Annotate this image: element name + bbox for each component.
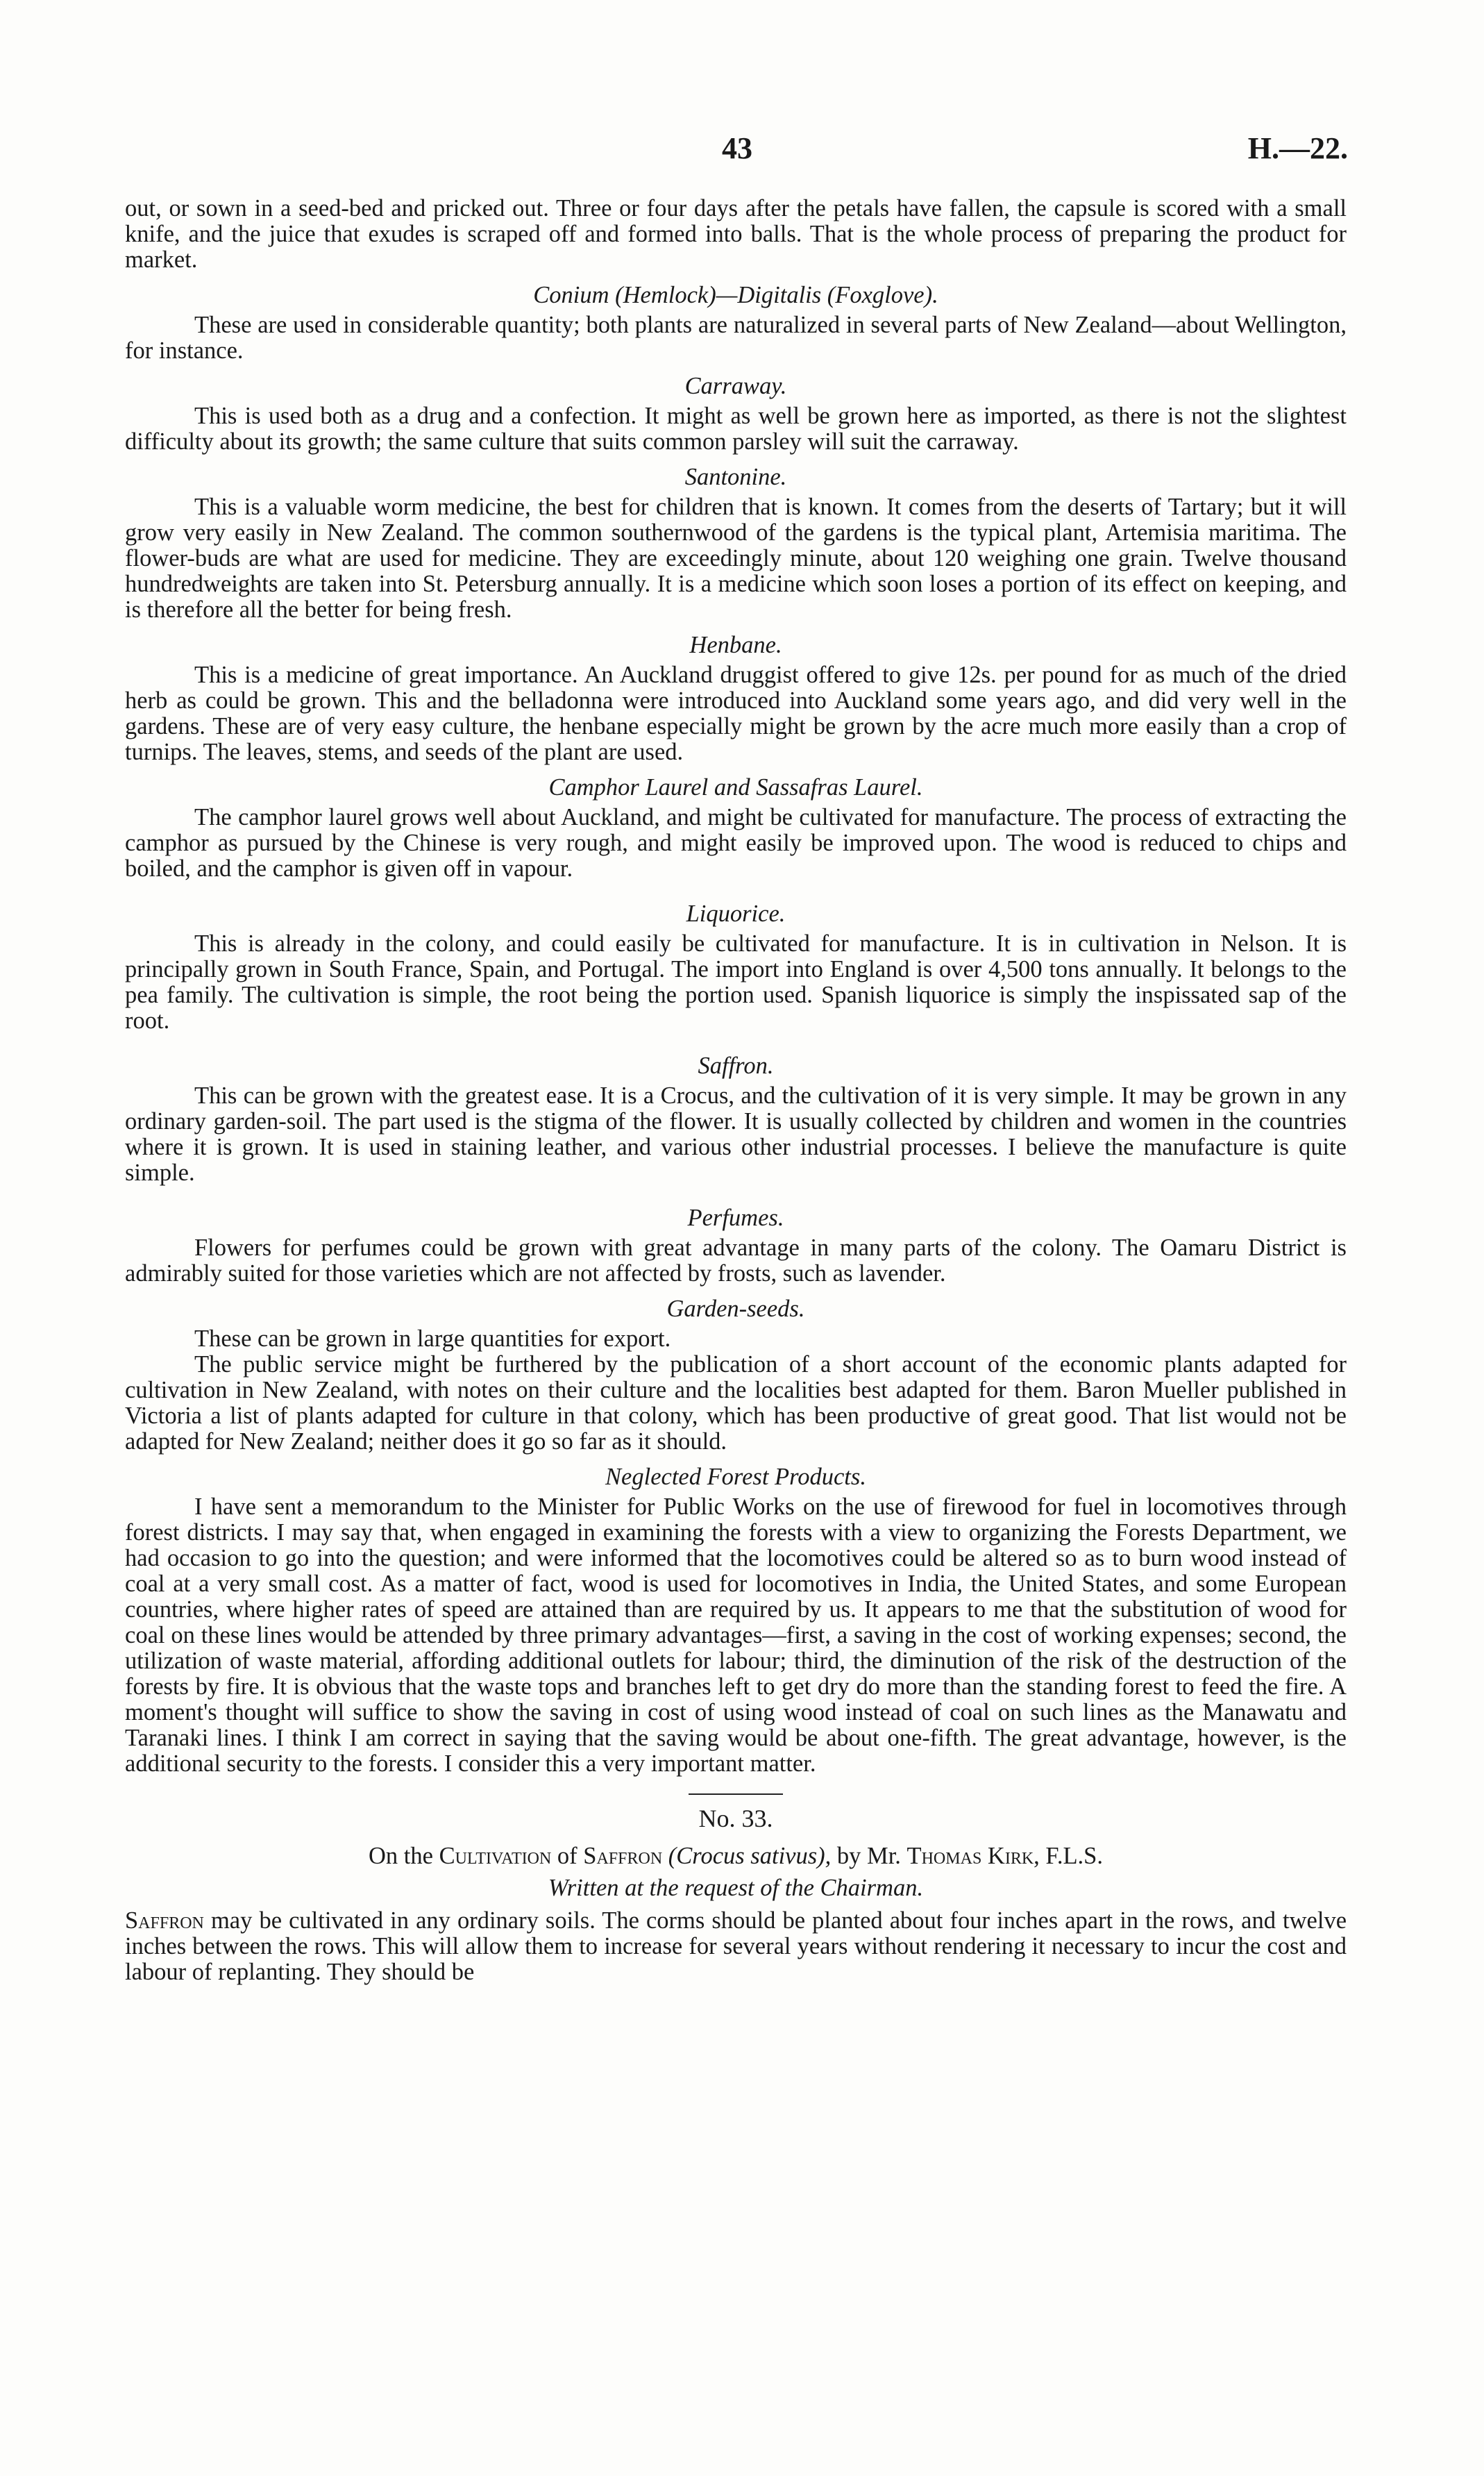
section-heading: Saffron. [698, 1053, 774, 1079]
title-author: Thomas Kirk, [907, 1843, 1040, 1869]
section-heading: Carraway. [684, 373, 787, 399]
page-header [0, 131, 1484, 172]
title-text: Saffron [583, 1843, 663, 1869]
title-text: Cultivation [439, 1843, 552, 1869]
paragraph: The camphor laurel grows well about Auckland, and might be cultivated for manufacture. The process of extracting the camphor as pursued by the Chinese is very rough, and might easily be improved upon. The wood is reduced to chips and boiled, and the camphor is given off in vapour. [125, 804, 1347, 882]
document-reference: H.—22. [1247, 131, 1348, 165]
paragraph-text: may be cultivated in any ordinary soils. The corms should be planted about four inches apart in the rows, and twelve inches between the rows. This will allow them to increase for several years without rendering it necessary to incur the cost and labour of replanting. They should be [125, 1907, 1347, 1985]
paper-title [125, 1842, 1347, 1870]
page-content [125, 196, 1347, 1985]
section-heading: Perfumes. [687, 1205, 784, 1231]
paper-subtitle: Written at the request of the Chairman. [548, 1875, 924, 1901]
title-text: of [557, 1843, 577, 1869]
section-heading: Henbane. [689, 632, 782, 658]
paragraph: This is a medicine of great importance. An Auckland druggist offered to give 12s. per pound for as much of the dried herb as could be grown. This and the belladonna were introduced into Auckland some years ago, and did very well in the gardens. These are of very easy culture, the henbane especially might be grown by the acre much more easily than a crop of turnips. The leaves, stems, and seeds of the plant are used. [125, 662, 1347, 765]
paper-number: No. 33. [698, 1805, 773, 1832]
page-number: 43 [722, 131, 752, 165]
paragraph: Flowers for perfumes could be grown with great advantage in many parts of the colony. The Oamaru District is admirably suited for those varieties which are not affected by frosts, such as lavender. [125, 1235, 1347, 1287]
lead-word: Saffron [125, 1907, 204, 1934]
paragraph [125, 1908, 1347, 1985]
paragraph: I have sent a memorandum to the Minister for Public Works on the use of firewood for fuel in locomotives through forest districts. I may say that, when engaged in examining the forests with a view to organizing the Forests Department, we had occasion to go into the question; and were informed that the locomotives could be altered so as to burn wood instead of coal at a very small cost. As a matter of fact, wood is used for locomotives in India, the United States, and some European countries, where higher rates of speed are attained than are required by us. It appears to me that the substitution of wood for coal on these lines would be attended by three primary advantages—first, a saving in the cost of working expenses; second, the utilization of waste material, affording additional outlets for labour; third, the diminution of the risk of the destruction of the forests by fire. It is obvious that the waste tops and branches left to get dry do more than the standing forest to feed the fire. A moment's thought will suffice to show the saving in cost of using wood instead of coal on such lines as the Manawatu and Taranaki lines. I think I am correct in saying that the saving would be about one-fifth. The great advantage, however, is the additional security to the forests. I consider this a very important matter. [125, 1494, 1347, 1777]
paragraph: This is used both as a drug and a confection. It might as well be grown here as imported, as there is not the slightest difficulty about its growth; the same culture that suits common parsley will suit the carraway. [125, 403, 1347, 455]
paragraph: These are used in considerable quantity; both plants are naturalized in several parts of New Zealand—about Wellington, for instance. [125, 312, 1347, 364]
title-text: F.L.S. [1045, 1843, 1103, 1869]
title-text: by Mr. [836, 1843, 901, 1869]
title-latin-name: (Crocus sativus), [668, 1843, 832, 1869]
section-heading: Camphor Laurel and Sassafras Laurel. [548, 774, 923, 801]
title-text: On the [369, 1843, 433, 1869]
paragraph: This is a valuable worm medicine, the best for children that is known. It comes from the deserts of Tartary; but it will grow very easily in New Zealand. The common southernwood of the gardens is the typical plant, Artemisia maritima. The flower-buds are what are used for medicine. They are exceedingly minute, about 120 weighing one grain. Twelve thousand hundredweights are taken into St. Petersburg annually. It is a medicine which soon loses a portion of its effect on keeping, and is therefore all the better for being fresh. [125, 494, 1347, 623]
section-heading: Neglected Forest Products. [605, 1464, 866, 1490]
paragraph: This is already in the colony, and could easily be cultivated for manufacture. It is in cultivation in Nelson. It is principally grown in South France, Spain, and Portugal. The import into England is over 4,500 tons annually. It belongs to the pea family. The cultivation is simple, the root being the portion used. Spanish liquorice is simply the inspissated sap of the root. [125, 930, 1347, 1034]
paragraph: The public service might be furthered by the publication of a short account of the economic plants adapted for cultivation in New Zealand, with notes on their culture and the localities best adapted for them. Baron Mueller published in Victoria a list of plants adapted for culture in that colony, which has been productive of great good. That list would not be adapted for New Zealand; neither does it go so far as it should. [125, 1351, 1347, 1455]
paragraph: out, or sown in a seed-bed and pricked out. Three or four days after the petals have fallen, the capsule is scored with a small knife, and the juice that exudes is scraped off and formed into balls. That is the whole process of preparing the product for market. [125, 195, 1347, 273]
divider-rule [689, 1793, 783, 1795]
section-heading: Santonine. [684, 464, 787, 490]
section-heading: Conium (Hemlock)—Digitalis (Foxglove). [533, 282, 938, 308]
section-heading: Liquorice. [686, 901, 786, 927]
paragraph: These can be grown in large quantities for export. [194, 1325, 671, 1352]
section-heading: Garden-seeds. [666, 1296, 805, 1322]
paragraph: This can be grown with the greatest ease. It is a Crocus, and the cultivation of it is very simple. It may be grown in any ordinary garden-soil. The part used is the stigma of the flower. It is usually collected by children and women in the countries where it is grown. It is used in staining leather, and various other industrial processes. I believe the manufacture is quite simple. [125, 1082, 1347, 1186]
